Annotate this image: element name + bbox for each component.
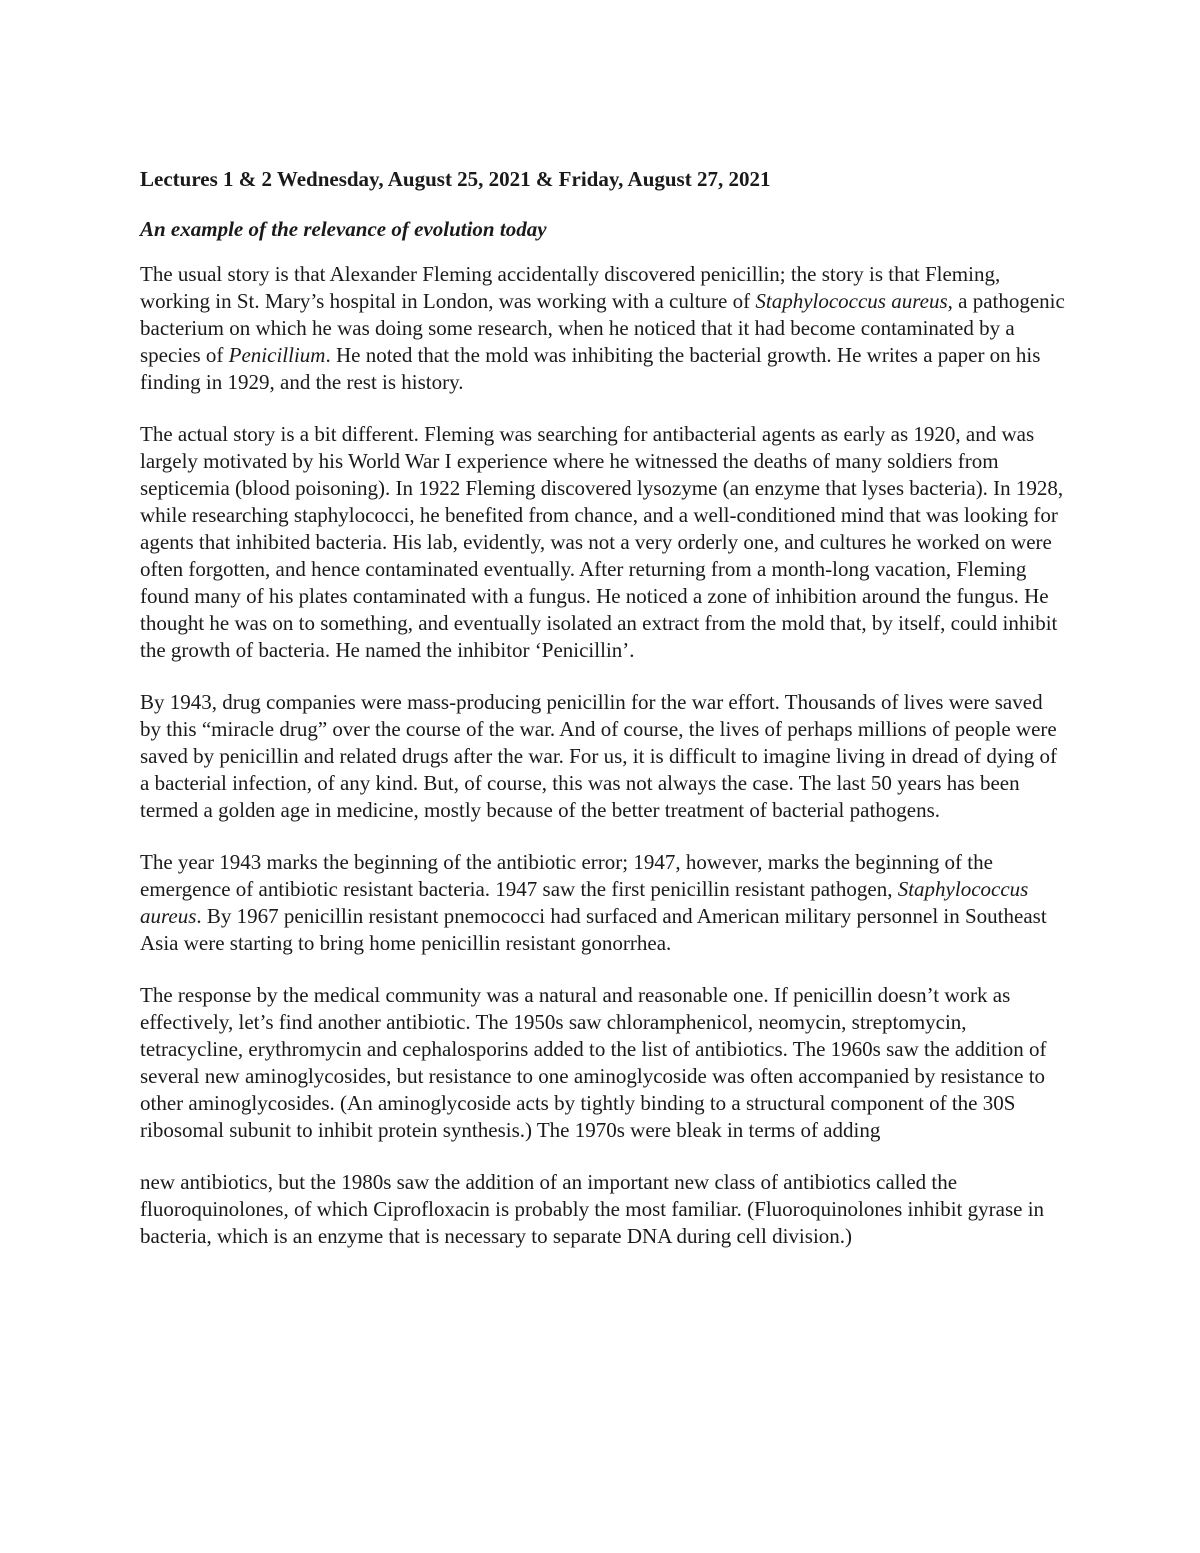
paragraph-text: . He noted that the mold was inhibiting the bacterial growth. He writes a paper on his finding in 1929, and the rest is history.: [140, 343, 1041, 394]
document-body: [140, 165, 1065, 1275]
paragraph-actual-story: The actual story is a bit different. Fleming was searching for antibacterial agents as early as 1920, and was largely motivated by his World War I experience where he witnessed the deaths of many soldiers from septicemia (blood poisoning). In 1922 Fleming discovered lysozyme (an enzyme that lyses bacteria). In 1928, while researching staphylococci, he benefited from chance, and a well-conditioned mind that was looking for agents that inhibited bacteria. His lab, evidently, was not a very orderly one, and cultures he worked on were often forgotten, and hence contaminated eventually. After returning from a month-long vacation, Fleming found many of his plates contaminated with a fungus. He noticed a zone of inhibition around the fungus. He thought he was on to something, and eventually isolated an extract from the mold that, by itself, could inhibit the growth of bacteria. He named the inhibitor ‘Penicillin’.: [140, 422, 1064, 662]
species-name-staphylococcus: Staphylococcus aureus: [755, 289, 948, 313]
species-name-staphylococcus: Staphylococcus aureus: [140, 877, 1029, 928]
paragraph-text: , a pathogenic bacterium on which he was doing some research, when he noticed that it had become contaminated by a species of: [140, 289, 1065, 367]
section-subtitle: An example of the relevance of evolution today: [140, 217, 547, 241]
lecture-title: Lectures 1 & 2 Wednesday, August 25, 2021 & Friday, August 27, 2021: [140, 167, 771, 191]
paragraph-text: The year 1943 marks the beginning of the antibiotic error; 1947, however, marks the beginning of the emergence of antibiotic resistant bacteria. 1947 saw the first penicillin resistant pathogen,: [140, 850, 993, 901]
paragraph-text: The usual story is that Alexander Fleming accidentally discovered penicillin; the story is that Fleming, working in St. Mary’s hospital in London, was working with a culture of: [140, 262, 1001, 313]
paragraph-fluoroquinolones: new antibiotics, but the 1980s saw the addition of an important new class of antibiotics called the fluoroquinolones, of which Ciprofloxacin is probably the most familiar. (Fluoroquinolones inhibit gyrase in bacteria, which is an enzyme that is necessary to separate DNA during cell division.): [140, 1170, 1045, 1248]
paragraph-text: . By 1967 penicillin resistant pnemococci had surfaced and American military personnel in Southeast Asia were starting to bring home penicillin resistant gonorrhea.: [140, 904, 1047, 955]
paragraph-fleming-story: [140, 261, 1065, 396]
paragraph-mass-production: By 1943, drug companies were mass-producing penicillin for the war effort. Thousands of lives were saved by this “miracle drug” over the course of the war. And of course, the lives of perhaps millions of people were saved by penicillin and related drugs after the war. For us, it is difficult to imagine living in dread of dying of a bacterial infection, of any kind. But, of course, this was not always the case. The last 50 years has been termed a golden age in medicine, mostly because of the better treatment of bacterial pathogens.: [140, 690, 1057, 822]
paragraph-resistance-emergence: [140, 849, 1065, 957]
species-name-penicillium: Penicillium: [228, 343, 326, 367]
paragraph-medical-response: The response by the medical community was a natural and reasonable one. If penicillin doesn’t work as effectively, let’s find another antibiotic. The 1950s saw chloramphenicol, neomycin, streptomycin, tetracycline, erythromycin and cephalosporins added to the list of antibiotics. The 1960s saw the addition of several new aminoglycosides, but resistance to one aminoglycoside was often accompanied by resistance to other aminoglycosides. (An aminoglycoside acts by tightly binding to a structural component of the 30S ribosomal subunit to inhibit protein synthesis.) The 1970s were bleak in terms of adding: [140, 983, 1047, 1142]
